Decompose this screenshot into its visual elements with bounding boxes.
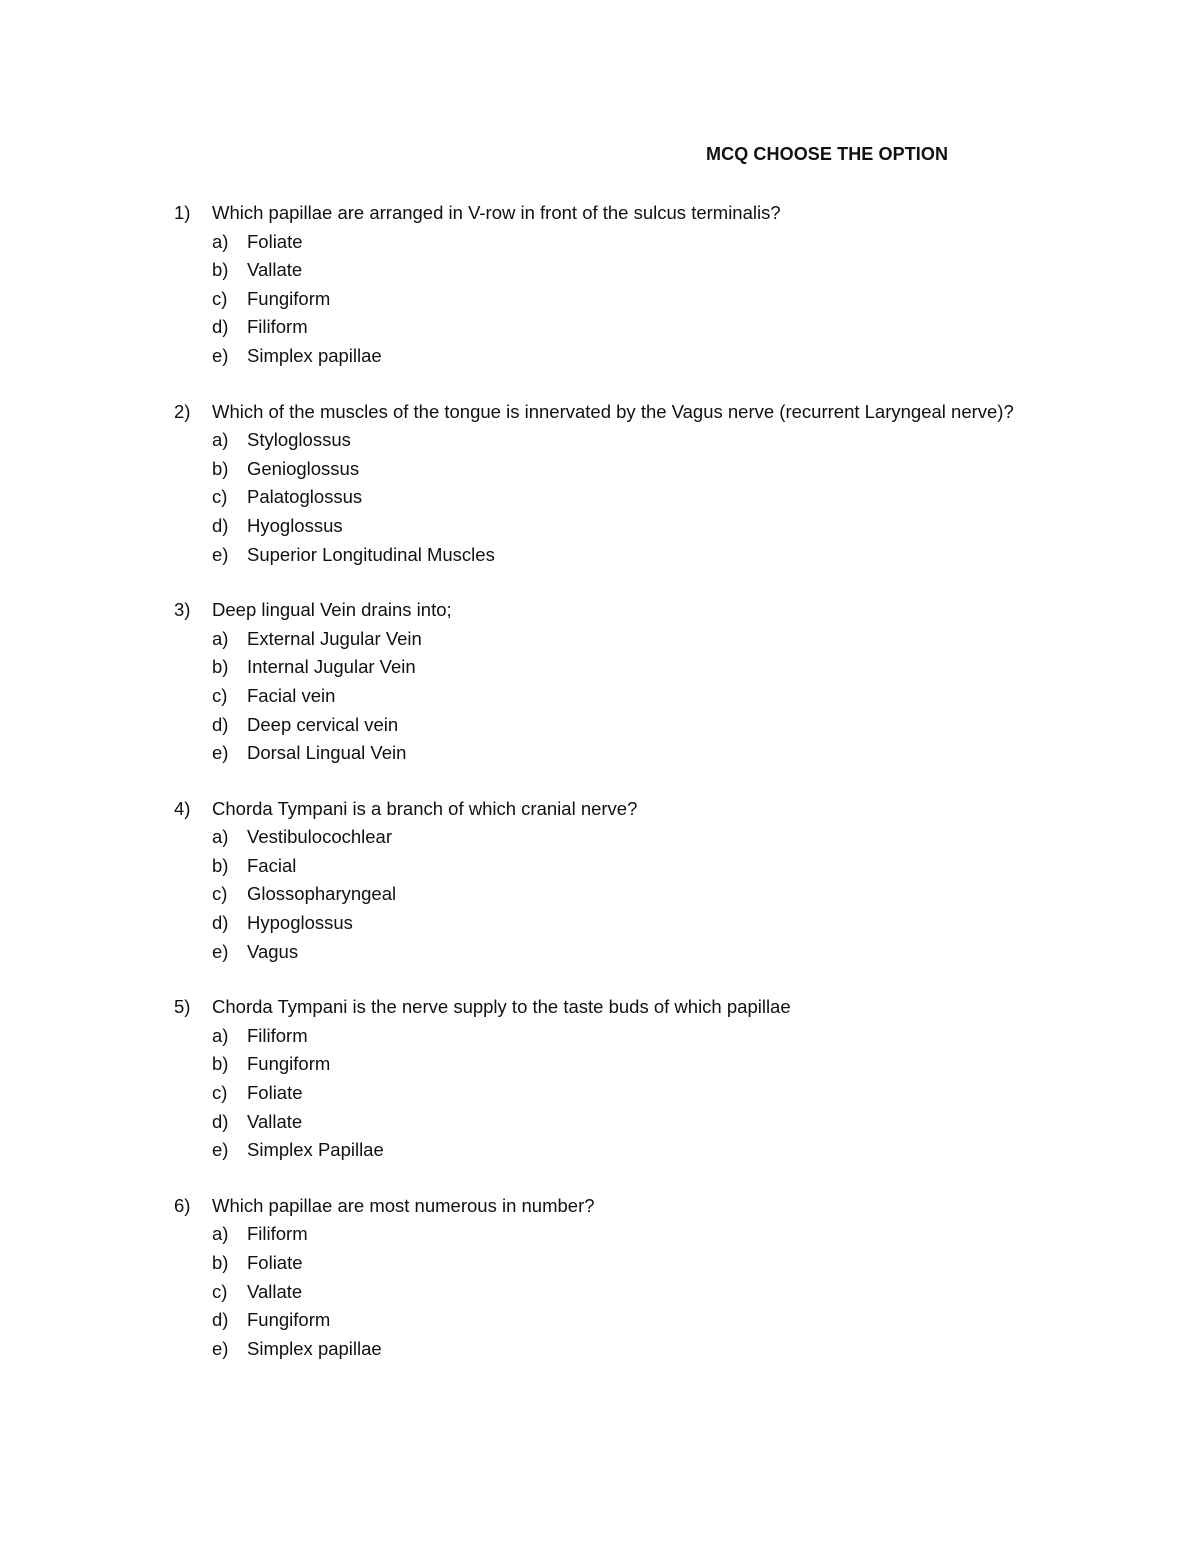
option-e	[174, 938, 1014, 967]
option-letter: b)	[212, 1252, 229, 1273]
option-letter: d)	[212, 1110, 229, 1132]
question-3	[174, 596, 1014, 768]
option-text: Styloglossus	[247, 429, 351, 451]
option-e	[174, 541, 1014, 570]
option-b	[174, 1050, 1014, 1079]
question-1	[174, 199, 1014, 371]
option-a	[174, 228, 1014, 257]
option-text: Genioglossus	[247, 457, 360, 479]
option-text: Fungiform	[247, 1309, 331, 1331]
option-letter: c)	[212, 486, 228, 508]
option-text: Vagus	[247, 940, 299, 962]
option-e	[174, 1335, 1014, 1364]
option-list	[174, 228, 1014, 371]
question-text: Chorda Tympani is a branch of which cranial nerve?	[212, 797, 638, 819]
option-text: Facial	[247, 854, 297, 876]
option-b	[174, 1249, 1014, 1278]
option-text: Foliate	[247, 1252, 303, 1273]
option-text: Simplex papillae	[247, 344, 382, 366]
option-d	[174, 1108, 1014, 1137]
option-letter: e)	[212, 742, 229, 764]
option-text: Superior Longitudinal Muscles	[247, 543, 495, 565]
option-text: Fungiform	[247, 287, 331, 309]
question-5	[174, 993, 1014, 1165]
question-number: 6)	[174, 1194, 191, 1216]
option-c	[174, 285, 1014, 314]
option-b	[174, 653, 1014, 682]
question-text: Which papillae are arranged in V-row in front of the sulcus terminalis?	[212, 202, 781, 223]
option-a	[174, 625, 1014, 654]
question-stem	[174, 596, 1014, 625]
option-text: Fungiform	[247, 1053, 331, 1075]
question-text: Which papillae are most numerous in number?	[212, 1194, 595, 1216]
question-6	[174, 1192, 1014, 1364]
option-letter: a)	[212, 1024, 229, 1046]
option-letter: d)	[212, 1309, 229, 1331]
option-letter: d)	[212, 514, 229, 536]
option-d	[174, 909, 1014, 938]
option-text: Palatoglossus	[247, 486, 363, 508]
question-number: 4)	[174, 797, 191, 819]
question-number: 3)	[174, 599, 191, 621]
option-a	[174, 426, 1014, 455]
question-text: Chorda Tympani is the nerve supply to the taste buds of which papillae	[212, 996, 791, 1018]
option-letter: a)	[212, 826, 229, 848]
option-letter: d)	[212, 316, 229, 338]
option-letter: c)	[212, 287, 228, 309]
option-text: External Jugular Vein	[247, 627, 422, 649]
option-d	[174, 1306, 1014, 1335]
question-stem	[174, 398, 1014, 427]
question-text: Which of the muscles of the tongue is innervated by the Vagus nerve (recurrent Laryngeal nerve)?	[212, 400, 1014, 422]
option-letter: c)	[212, 883, 228, 905]
option-text: Filiform	[247, 1223, 308, 1245]
option-letter: b)	[212, 259, 229, 281]
question-4	[174, 795, 1014, 967]
option-e	[174, 739, 1014, 768]
option-letter: a)	[212, 627, 229, 649]
option-d	[174, 313, 1014, 342]
option-a	[174, 1022, 1014, 1051]
option-a	[174, 1220, 1014, 1249]
option-e	[174, 342, 1014, 371]
option-text: Deep cervical vein	[247, 713, 399, 735]
option-c	[174, 1278, 1014, 1307]
option-letter: b)	[212, 457, 229, 479]
question-number: 1)	[174, 202, 191, 223]
option-text: Hyoglossus	[247, 514, 343, 536]
option-text: Simplex Papillae	[247, 1139, 384, 1161]
question-text: Deep lingual Vein drains into;	[212, 599, 452, 621]
option-list	[174, 625, 1014, 768]
option-e	[174, 1136, 1014, 1165]
option-letter: e)	[212, 1139, 229, 1161]
option-text: Foliate	[247, 1082, 303, 1104]
option-letter: d)	[212, 713, 229, 735]
option-c	[174, 682, 1014, 711]
option-text: Glossopharyngeal	[247, 883, 397, 905]
option-c	[174, 1079, 1014, 1108]
option-text: Vallate	[247, 1280, 303, 1302]
question-stem	[174, 795, 1014, 824]
option-b	[174, 256, 1014, 285]
question-number: 5)	[174, 996, 191, 1018]
option-c	[174, 880, 1014, 909]
option-letter: a)	[212, 1223, 229, 1245]
option-b	[174, 455, 1014, 484]
option-letter: a)	[212, 429, 229, 451]
option-a	[174, 823, 1014, 852]
question-stem	[174, 993, 1014, 1022]
option-letter: c)	[212, 1280, 228, 1302]
page-title: MCQ CHOOSE THE OPTION	[706, 144, 949, 164]
option-c	[174, 483, 1014, 512]
option-letter: c)	[212, 684, 228, 706]
option-list	[174, 1022, 1014, 1165]
question-stem	[174, 199, 1014, 228]
option-b	[174, 852, 1014, 881]
option-d	[174, 711, 1014, 740]
option-letter: b)	[212, 1053, 229, 1075]
option-text: Vallate	[247, 259, 303, 281]
option-text: Facial vein	[247, 684, 336, 706]
option-text: Foliate	[247, 230, 303, 252]
question-2	[174, 398, 1014, 570]
option-letter: a)	[212, 230, 229, 252]
option-letter: e)	[212, 940, 229, 962]
option-text: Hypoglossus	[247, 912, 353, 934]
question-stem	[174, 1192, 1014, 1221]
option-text: Simplex papillae	[247, 1337, 382, 1359]
option-d	[174, 512, 1014, 541]
option-list	[174, 426, 1014, 569]
option-text: Dorsal Lingual Vein	[247, 742, 407, 764]
option-text: Internal Jugular Vein	[247, 656, 416, 678]
question-list	[174, 199, 1014, 1390]
option-text: Vallate	[247, 1110, 303, 1132]
option-letter: b)	[212, 854, 229, 876]
option-text: Filiform	[247, 316, 308, 338]
option-letter: d)	[212, 912, 229, 934]
option-list	[174, 823, 1014, 966]
option-letter: c)	[212, 1082, 228, 1104]
question-number: 2)	[174, 400, 191, 422]
option-list	[174, 1220, 1014, 1363]
option-text: Vestibulocochlear	[247, 826, 393, 848]
option-letter: e)	[212, 543, 229, 565]
option-text: Filiform	[247, 1024, 308, 1046]
option-letter: b)	[212, 656, 229, 678]
option-letter: e)	[212, 1337, 229, 1359]
option-letter: e)	[212, 344, 229, 366]
